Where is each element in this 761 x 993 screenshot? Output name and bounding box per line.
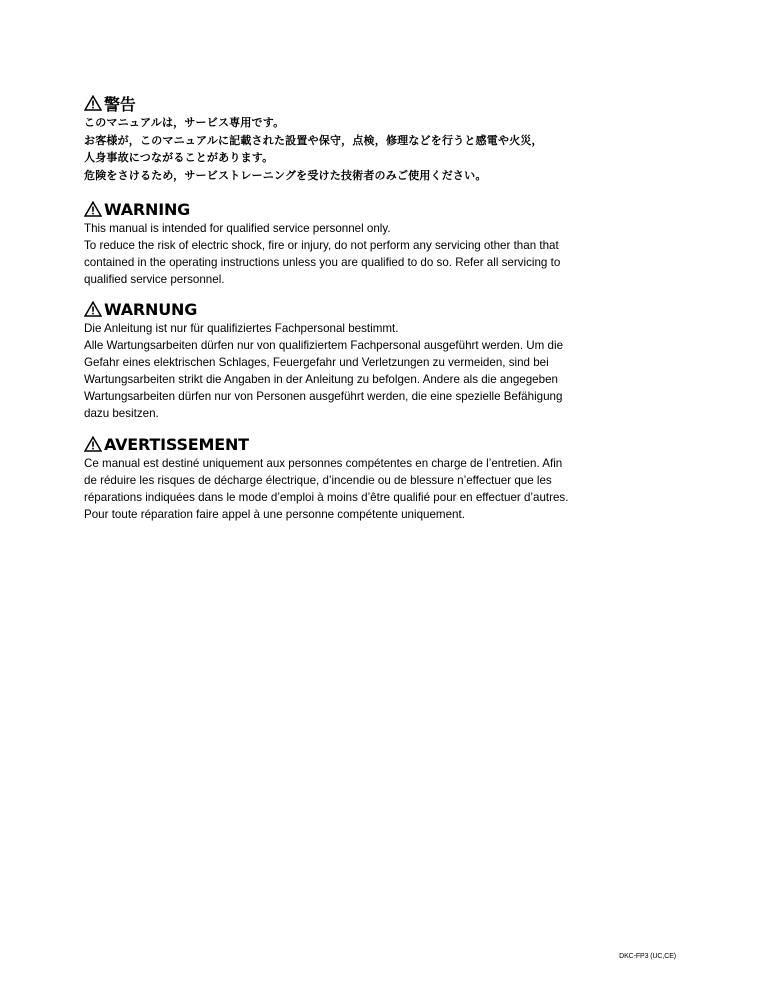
body-line: To reduce the risk of electric shock, fire or injury, do not perform any servicing other than that	[84, 239, 559, 252]
warning-triangle-icon	[84, 201, 102, 217]
warning-triangle-icon	[84, 301, 102, 317]
warning-section-japanese	[84, 93, 624, 184]
body-line: Gefahr eines elektrischen Schlages, Feuergefahr und Verletzungen zu vermeiden, sind bei	[84, 356, 549, 369]
body-line: Wartungsarbeiten strikt die Angaben in der Anleitung zu befolgen. Andere als die angegeben	[84, 373, 558, 386]
section-heading	[84, 199, 624, 219]
body-line: réparations indiquées dans le mode d’emploi à moins d’être qualifié pour en effectuer d’autres.	[84, 491, 569, 504]
section-heading	[84, 93, 624, 113]
model-code: DKC-FP3 (UC,CE)	[619, 953, 676, 960]
warning-triangle-icon	[84, 95, 102, 111]
body-line: This manual is intended for qualified service personnel only.	[84, 222, 391, 235]
body-line: Ce manual est destiné uniquement aux personnes compétentes en charge de l’entretien. Afin	[84, 457, 563, 470]
warning-section-german	[84, 299, 624, 422]
body-line: qualified service personnel.	[84, 273, 225, 286]
body-line: 危険をさけるため，サービストレーニングを受けた技術者のみご使用ください。	[84, 168, 487, 182]
heading-title: WARNUNG	[104, 299, 198, 319]
body-line: Alle Wartungsarbeiten dürfen nur von qualifiziertem Fachpersonal ausgeführt werden. Um die	[84, 339, 564, 352]
body-line: Die Anleitung ist nur für qualifiziertes Fachpersonal bestimmt.	[84, 322, 399, 335]
section-heading	[84, 434, 624, 454]
body-line: Wartungsarbeiten dürfen nur von Personen ausgeführt werden, die eine spezielle Befähigung	[84, 390, 563, 403]
warning-section-french	[84, 434, 624, 523]
body-line: Pour toute réparation faire appel à une personne compétente uniquement.	[84, 508, 465, 521]
body-line: 人身事故につながることがあります。	[84, 151, 274, 164]
body-line: de réduire les risques de décharge électrique, d’incendie ou de blessure n’effectuer que les	[84, 474, 552, 487]
warning-triangle-icon	[84, 436, 102, 452]
heading-title: WARNING	[104, 199, 191, 219]
body-line: お客様が，このマニュアルに記載された設置や保守，点検，修理などを行うと感電や火災，	[84, 133, 543, 147]
body-line: このマニュアルは，サービス専用です。	[84, 116, 285, 129]
body-line: contained in the operating instructions unless you are qualified to do so. Refer all servicing to	[84, 256, 561, 269]
heading-title: 警告	[104, 94, 136, 114]
section-heading	[84, 299, 624, 319]
heading-title: AVERTISSEMENT	[104, 434, 249, 454]
warning-section-english	[84, 199, 624, 288]
body-line: dazu besitzen.	[84, 407, 159, 420]
